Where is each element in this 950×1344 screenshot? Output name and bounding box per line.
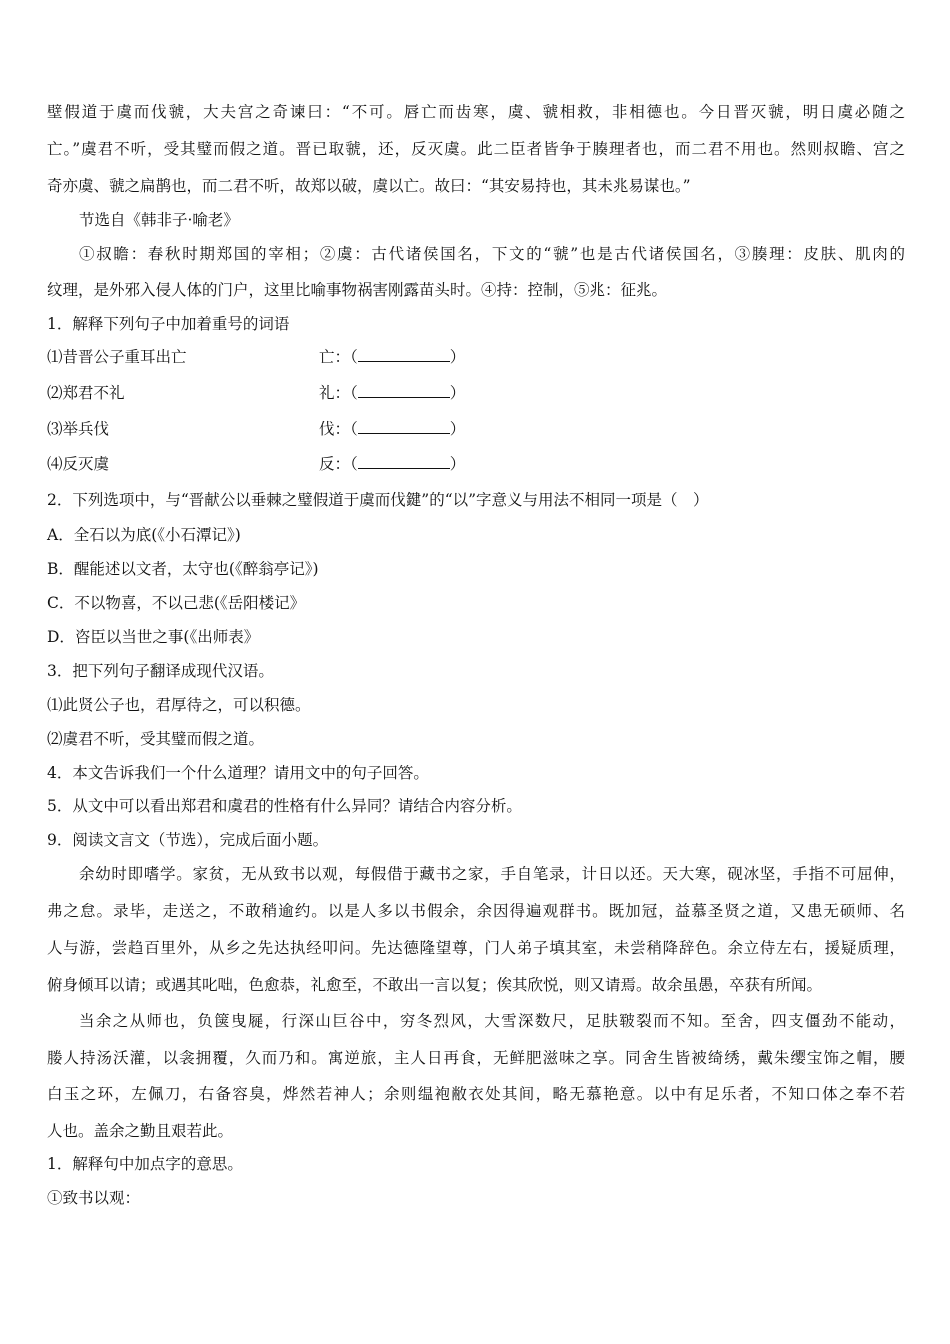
q1-answer[interactable] (319, 383, 465, 403)
q1-item (47, 347, 907, 367)
question-title: 3．把下列句子翻译成现代汉语。 (47, 662, 274, 680)
q1-answer[interactable] (319, 419, 465, 439)
passage-line: 白玉之环，左佩刀，右备容臭，烨然若神人；余则缊袍敝衣处其间，略无慕艳意。以中有足乐者，不知口体之奉不若 (47, 1085, 905, 1103)
q1-sentence: ⑵郑君不礼 (47, 384, 125, 402)
passage-line: 亡。”虞君不听，受其璧而假之道。晋已取虢，还，反灭虞。此二臣者皆争于腠理者也，而二君不用也。然则叔瞻、宫之 (47, 140, 905, 158)
q1-word: 反：（ (319, 455, 358, 473)
q1-sentence: ⑶举兵伐 (47, 420, 110, 438)
answer-blank[interactable] (358, 347, 450, 362)
answer-blank[interactable] (358, 419, 450, 434)
q1-item (47, 383, 907, 403)
answer-blank[interactable] (358, 383, 450, 398)
answer-blank[interactable] (358, 454, 450, 469)
q1-item (47, 419, 907, 439)
option-b[interactable]: B．醒能述以文者，太守也(《醉翁亭记》) (47, 560, 319, 578)
passage-line: 媵人持汤沃灌，以衾拥覆，久而乃和。寓逆旅，主人日再食，无鲜肥滋味之享。同舍生皆被绮绣，戴朱缨宝饰之帽，腰 (47, 1049, 905, 1067)
q1-word: 亡：（ (319, 348, 358, 366)
question-title: 1．解释下列句子中加着重号的词语 (47, 315, 290, 333)
option-a[interactable]: A．全石以为底(《小石潭记》) (47, 526, 241, 544)
q1-answer[interactable] (319, 347, 465, 367)
passage-line: 人也。盖余之勤且艰若此。 (47, 1122, 234, 1140)
passage-line: 人与游，尝趋百里外，从乡之先达执经叩问。先达德隆望尊，门人弟子填其室，未尝稍降辞色。余立侍左右，援疑质理， (47, 939, 905, 957)
q1-word: 伐：（ (319, 420, 358, 438)
question-4: 4．本文告诉我们一个什么道理？请用文中的句子回答。 (47, 764, 429, 782)
annotation-line: ①叔瞻：春秋时期郑国的宰相；②虞：古代诸侯国名，下文的“虢”也是古代诸侯国名，③腠理：皮肤、肌肉的 (79, 245, 905, 263)
q3-item: ⑴此贤公子也，君厚待之，可以积德。 (47, 696, 311, 714)
q1-word: 礼：（ (319, 384, 358, 402)
paren: ） (449, 420, 466, 438)
passage-line: 余幼时即嗜学。家贫，无从致书以观，每假借于藏书之家，手自笔录，计日以还。天大寒，砚冰坚，手指不可屈伸， (79, 865, 905, 883)
option-c[interactable]: C．不以物喜，不以己悲(《岳阳楼记》 (47, 594, 306, 612)
paren: ） (449, 455, 466, 473)
paren: ） (449, 384, 466, 402)
q1-sentence: ⑴昔晋公子重耳出亡 (47, 348, 187, 366)
source-citation: 节选自《韩非子·喻老》 (79, 211, 239, 229)
passage-line: 当余之从师也，负箧曳屣，行深山巨谷中，穷冬烈风，大雪深数尺，足肤皲裂而不知。至舍，四支僵劲不能动， (79, 1012, 905, 1030)
paren: ） (449, 348, 466, 366)
q1-answer[interactable] (319, 454, 465, 474)
question-title: 9．阅读文言文（节选），完成后面小题。 (47, 831, 329, 849)
q1-item (47, 454, 907, 474)
passage-line: 弗之怠。录毕，走送之，不敢稍逾约。以是人多以书假余，余因得遍观群书。既加冠，益慕圣贤之道，又患无硕师、名 (47, 902, 905, 920)
passage-line: 壁假道于虞而伐虢，大夫宫之奇谏曰：“不可。唇亡而齿寒，虞、虢相救，非相德也。今日晋灭虢，明日虞必随之 (47, 103, 905, 121)
annotation-line: 纹理，是外邪入侵人体的门户，这里比喻事物祸害刚露苗头时。④持：控制，⑤兆：征兆。 (47, 281, 668, 299)
question-5: 5．从文中可以看出郑君和虞君的性格有什么异同？请结合内容分析。 (47, 797, 522, 815)
passage-line: 俯身倾耳以请；或遇其叱咄，色愈恭，礼愈至，不敢出一言以复；俟其欣悦，则又请焉。故余虽愚，卒获有所闻。 (47, 976, 823, 994)
passage-line: 奇亦虞、虢之扁鹊也，而二君不听，故郑以破，虞以亡。故曰：“其安易持也，其未兆易谋也。” (47, 177, 691, 195)
subquestion-title: 1．解释句中加点字的意思。 (47, 1155, 243, 1173)
option-d[interactable]: D．咨臣以当世之事(《出师表》 (47, 628, 260, 646)
q3-item: ⑵虞君不听，受其璧而假之道。 (47, 730, 265, 748)
q1-sentence: ⑷反灭虞 (47, 455, 110, 473)
subquestion-item: ①致书以观： (47, 1189, 141, 1207)
question-title: 2．下列选项中，与“晋献公以垂棘之璧假道于虞而伐鍵”的“以”字意义与用法不相同一项是（ ） (47, 491, 709, 509)
